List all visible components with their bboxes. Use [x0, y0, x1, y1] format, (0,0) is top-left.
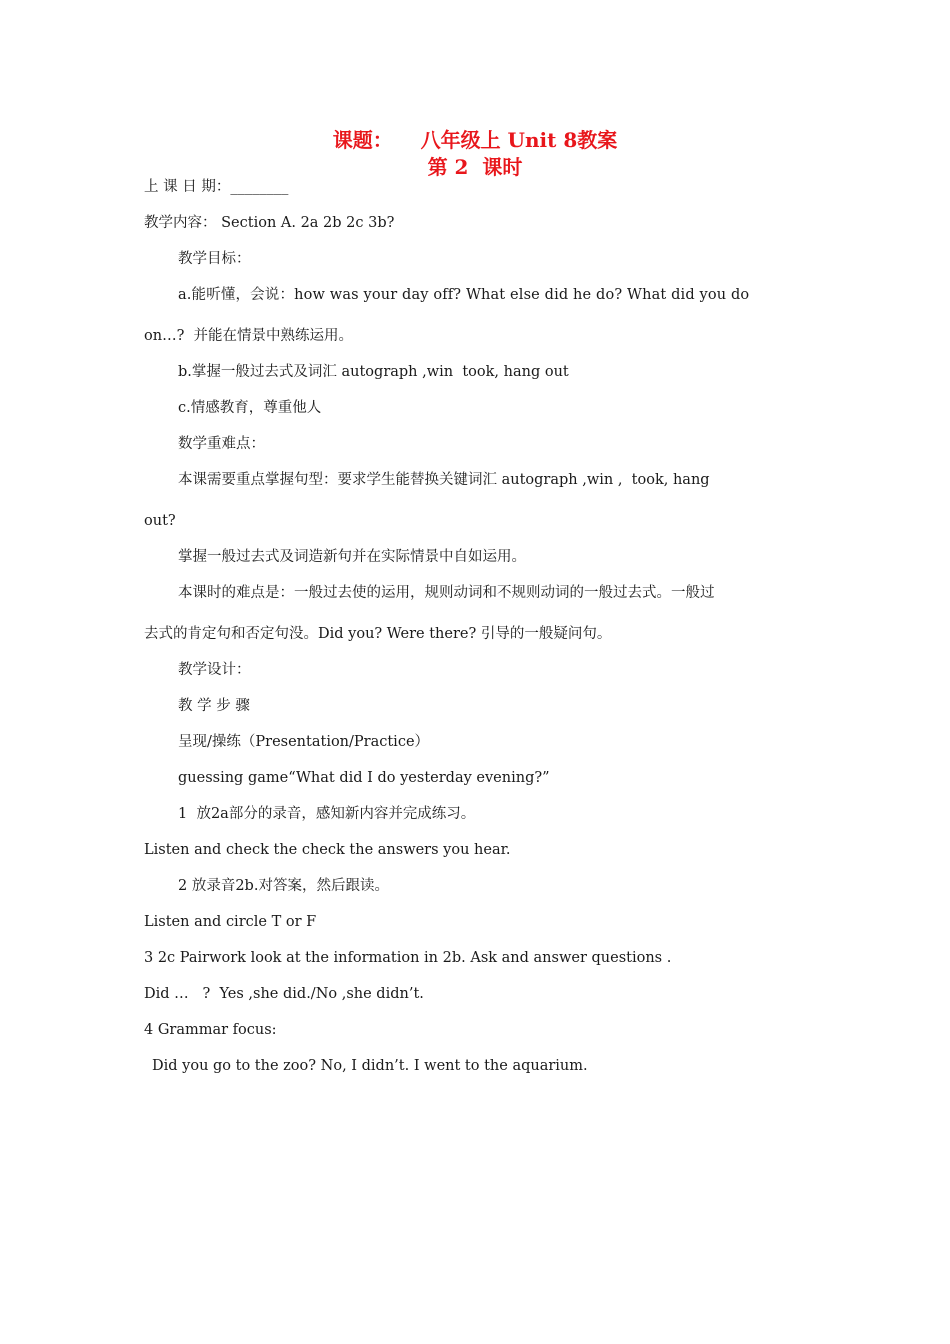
- grammar-example: Did you go to the zoo? No, I didn’t. I went to the aquarium.: [152, 1058, 588, 1074]
- difficult-points-line2: 去式的肯定句和否定句没。Did you? Were there? 引导的一般疑问句。: [144, 626, 612, 642]
- key-points-line1: 本课需要重点掌握句型：要求学生能替换关键词汇 autograph ,win , took, hang: [178, 472, 710, 488]
- guessing-game: guessing game“What did I do yesterday evening?”: [178, 770, 550, 786]
- objective-a-line1: a.能听懂，会说：how was your day off? What else did he do? What did you do: [178, 287, 750, 303]
- step-2: 2 放录音2b.对答案，然后跟读。: [178, 878, 389, 894]
- key-points-line2: out?: [144, 513, 176, 529]
- presentation-heading: 呈现/操练（Presentation/Practice）: [178, 734, 430, 750]
- objectives-heading: 教学目标：: [178, 251, 251, 267]
- key-points-line3: 掌握一般过去式及词造新句并在实际情景中自如运用。: [178, 549, 526, 565]
- step-3-example: Did … ? Yes ,she did./No ,she didn’t.: [144, 986, 424, 1002]
- objective-c: c.情感教育，尊重他人: [178, 400, 322, 416]
- design-heading: 教学设计：: [178, 662, 251, 678]
- steps-heading: 教 学 步 骤: [178, 698, 250, 714]
- step-4: 4 Grammar focus:: [144, 1022, 277, 1038]
- objective-b: b.掌握一般过去式及词汇 autograph ,win took, hang out: [178, 364, 569, 380]
- step-1-instruction: Listen and check the check the answers you hear.: [144, 842, 511, 858]
- lesson-title: 课题： 八年级上 Unit 8教案: [332, 128, 618, 152]
- difficult-points-line1: 本课时的难点是：一般过去使的运用，规则动词和不规则动词的一般过去式。一般过: [178, 585, 715, 601]
- key-points-heading: 数学重难点：: [178, 436, 265, 452]
- lesson-period: 第 2 课时: [427, 155, 523, 179]
- step-3: 3 2c Pairwork look at the information in 2b. Ask and answer questions .: [144, 950, 672, 966]
- step-2-instruction: Listen and circle T or F: [144, 914, 317, 930]
- teaching-content-line: 教学内容： Section A. 2a 2b 2c 3b?: [144, 215, 395, 231]
- step-1: 1 放2a部分的录音，感知新内容并完成练习。: [178, 806, 476, 822]
- objective-a-line2: on…? 并能在情景中熟练运用。: [144, 328, 354, 344]
- class-date-line: 上 课 日 期：________: [144, 179, 289, 195]
